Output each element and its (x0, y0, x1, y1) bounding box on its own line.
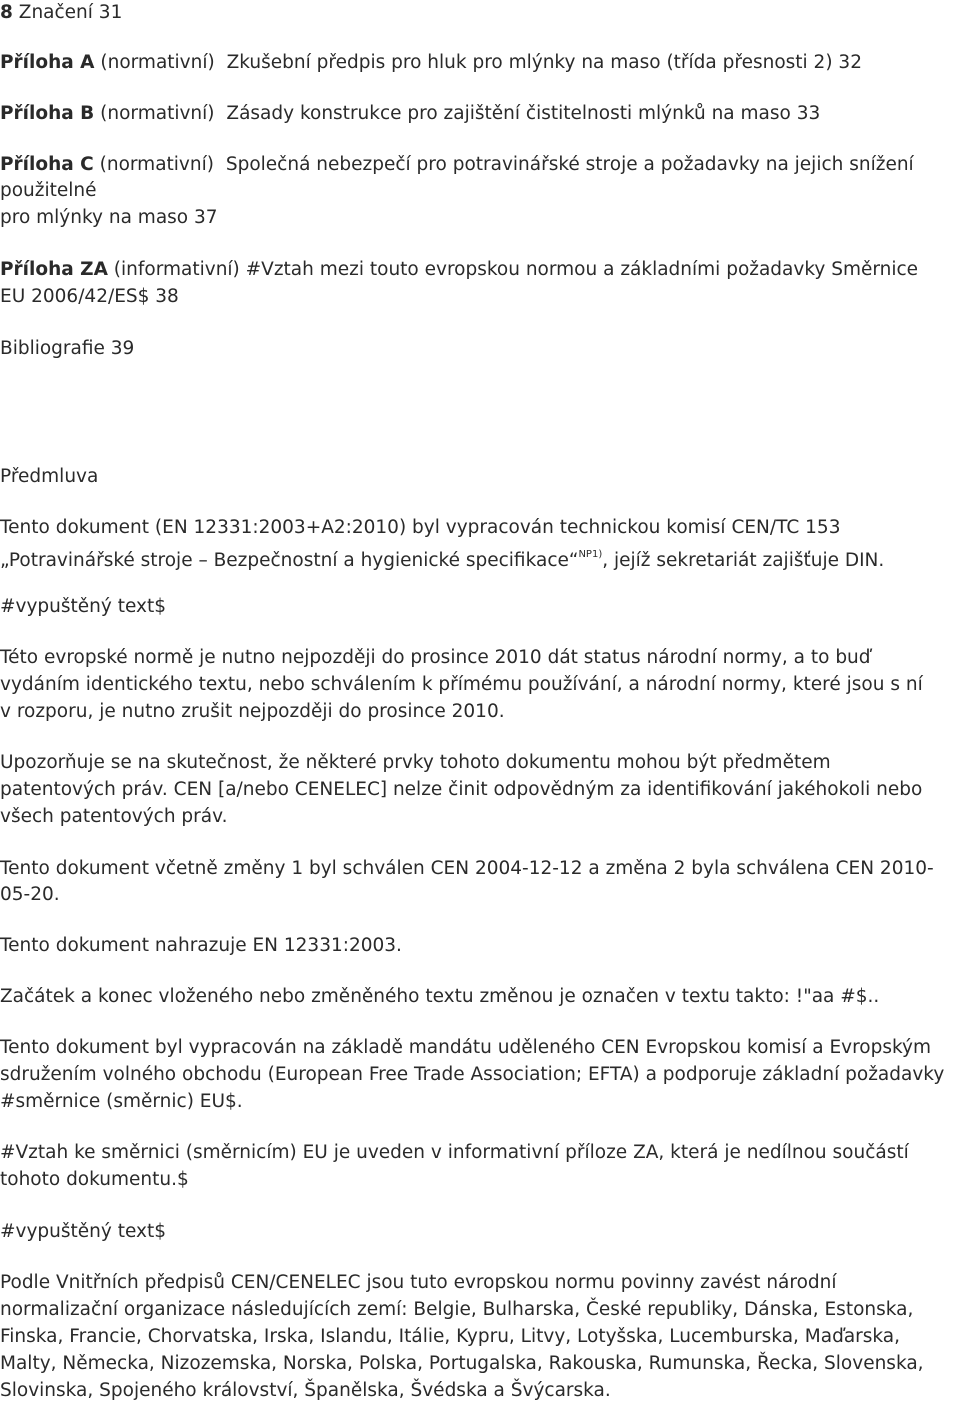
toc-entry-8[interactable] (0, 0, 122, 26)
toc-annex-type: (normativní) (99, 154, 214, 175)
toc-annex-label: Příloha A (0, 52, 95, 73)
committee-title: „Potravinářské stroje – Bezpečnostní a hygienické specifikace“ (0, 550, 579, 571)
toc-title: Zásady konstrukce pro zajištění čistitelnosti mlýnků na maso 33 (226, 103, 821, 124)
foreword-p7-line1: Tento dokument byl vypracován na základě mandátu uděleného CEN Evropskou komisí a Evropským (0, 1037, 932, 1058)
foreword-p1-line2 (0, 542, 884, 574)
foreword-p9-line2: normalizační organizace následujících zemí: Belgie, Bulharska, České republiky, Dánska, Estonska, (0, 1299, 914, 1320)
toc-annex-label: Příloha ZA (0, 259, 108, 280)
toc-entry-annex-b[interactable] (0, 101, 820, 127)
footnote-ref[interactable]: NP1) (578, 549, 603, 560)
foreword-p8-line1: #Vztah ke směrnici (směrnicím) EU je uveden v informativní příloze ZA, která je nedílnou součástí (0, 1142, 909, 1163)
foreword-p2-line2: vydáním identického textu, nebo schválením k přímému používání, a národní normy, které jsou s ní (0, 674, 923, 695)
toc-title: Společná nebezpečí pro potravinářské stroje a požadavky na jejich snížení (225, 154, 914, 175)
foreword-p3-line1: Upozorňuje se na skutečnost, že některé prvky tohoto dokumentu mohou být předmětem (0, 752, 831, 773)
foreword-p2-line1: Této evropské normě je nutno nejpozději do prosince 2010 dát status národní normy, a to buď (0, 647, 871, 668)
foreword-p2-line3: v rozporu, je nutno zrušit nejpozději do prosince 2010. (0, 701, 505, 722)
foreword-p7-line2: sdružením volného obchodu (European Free Trade Association; EFTA) a podporuje základní požadavky (0, 1064, 945, 1085)
toc-annex-type: (normativní) (100, 103, 215, 124)
toc-title: Značení 31 (18, 2, 123, 23)
foreword-p5: Tento dokument nahrazuje EN 12331:2003. (0, 935, 402, 956)
foreword-p8-line2: tohoto dokumentu.$ (0, 1169, 189, 1190)
toc-entry-annex-c[interactable] (0, 152, 914, 178)
foreword-p3-line2: patentových práv. CEN [a/nebo CENELEC] nelze činit odpovědným za identifikování jakéhokoli nebo (0, 779, 923, 800)
foreword-heading: Předmluva (0, 466, 99, 487)
omitted-text-1: #vypuštěný text$ (0, 596, 166, 617)
foreword-p4-line2: 05-20. (0, 884, 60, 905)
foreword-p9-line5: Slovinska, Spojeného království, Španělska, Švédska a Švýcarska. (0, 1380, 611, 1401)
toc-entry-annex-a[interactable] (0, 50, 862, 76)
foreword-p3-line3: všech patentových práv. (0, 806, 228, 827)
foreword-p9-line4: Malty, Německa, Nizozemska, Norska, Polska, Portugalska, Rakouska, Rumunska, Řecka, Slovenska, (0, 1353, 924, 1374)
foreword-p9-line3: Finska, Francie, Chorvatska, Irska, Islandu, Itálie, Kypru, Litvy, Lotyšska, Lucemburska, Maďarska, (0, 1326, 901, 1347)
toc-annex-label: Příloha C (0, 154, 94, 175)
foreword-p7-line3: #směrnice (směrnic) EU$. (0, 1091, 243, 1112)
foreword-p1-line1: Tento dokument (EN 12331:2003+A2:2010) byl vypracován technickou komisí CEN/TC 153 (0, 517, 841, 538)
toc-entry-annex-za[interactable] (0, 257, 918, 283)
toc-annex-type: (informativní) (113, 259, 240, 280)
toc-entry-bibliography[interactable]: Bibliografie 39 (0, 338, 135, 359)
toc-annex-za-line2: EU 2006/42/ES$ 38 (0, 286, 179, 307)
toc-annex-type: (normativní) (100, 52, 215, 73)
secretariat-text: , jejíž sekretariát zajišťuje DIN. (602, 550, 885, 571)
toc-number: 8 (0, 2, 13, 23)
toc-annex-c-line2: použitelné (0, 180, 97, 201)
foreword-p9-line1: Podle Vnitřních předpisů CEN/CENELEC jsou tuto evropskou normu povinny zavést národní (0, 1272, 837, 1293)
foreword-p4-line1: Tento dokument včetně změny 1 byl schválen CEN 2004-12-12 a změna 2 byla schválena CEN 2010- (0, 858, 934, 879)
toc-title: Zkušební předpis pro hluk pro mlýnky na maso (třída přesnosti 2) 32 (226, 52, 862, 73)
foreword-p6: Začátek a konec vloženého nebo změněného textu změnou je označen v textu takto: !"aa #$.. (0, 986, 880, 1007)
omitted-text-2: #vypuštěný text$ (0, 1221, 166, 1242)
toc-title: #Vztah mezi touto evropskou normou a základními požadavky Směrnice (245, 259, 919, 280)
toc-annex-label: Příloha B (0, 103, 95, 124)
toc-annex-c-line3: pro mlýnky na maso 37 (0, 207, 218, 228)
